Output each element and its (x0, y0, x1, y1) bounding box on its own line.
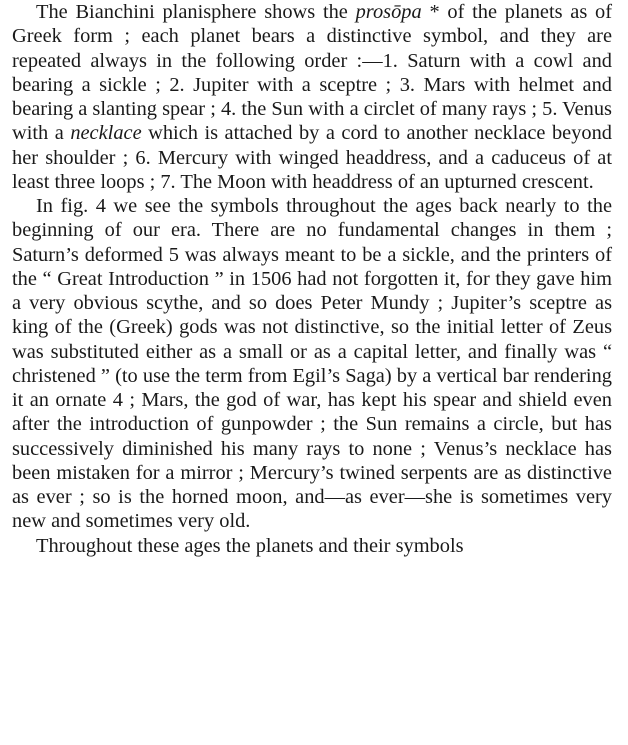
text-segment: The Bianchini planisphere shows the (36, 1, 356, 23)
paragraph-3 (12, 534, 612, 558)
document-page (12, 0, 612, 558)
text-segment: In fig. 4 we see the symbols throughout the ages back nearly to the beginning of our era. There are no fundamental changes in them ; Saturn’s deformed 5 was always meant to be a sickle, and the printers of the “ Great Introduction ” in 1506 had not forgotten it, for they gave him a very obvious scythe, and so does Peter Mundy ; Jupiter’s sceptre as king of the (Greek) gods was not distinctive, so the initial letter of Zeus was substituted either as a small or as a capital letter, and finally was “ christened ” (to use the term from Egil’s Saga) by a vertical bar rendering it an ornate 4 ; Mars, the god of war, has kept his spear and shield even after the introduction of gunpowder ; the Sun remains a circle, but has successively diminished his many rays to none ; Venus’s necklace has been mistaken for a mirror ; Mercury’s twined serpents are as distinctive as ever ; so is the horned moon, and—as ever—she is sometimes very new and sometimes very old. (12, 195, 612, 533)
paragraph-1 (12, 0, 612, 194)
text-segment: Throughout these ages the planets and their symbols (36, 534, 464, 557)
text-segment: * of the planets as of Greek form ; each planet bears a distinctive symbol, and they are repeated always in the following order :—1. Saturn with a cowl and bearing a sickle ; 2. Jupiter with a sceptre ; 3. Mars with helmet and bearing a slanting spear ; 4. the Sun with a circlet of many rays ; 5. Venus with a (12, 1, 613, 145)
italic-term-prosopa: prosōpa (355, 1, 422, 23)
italic-term-necklace: necklace (70, 122, 142, 145)
paragraph-2 (12, 194, 612, 534)
text-segment: which is attached by a cord to another necklace beyond her shoulder ; 6. Mercury with winged headdress, and a caduceus of at least three loops ; 7. The Moon with headdress of an upturned crescent. (12, 122, 613, 193)
